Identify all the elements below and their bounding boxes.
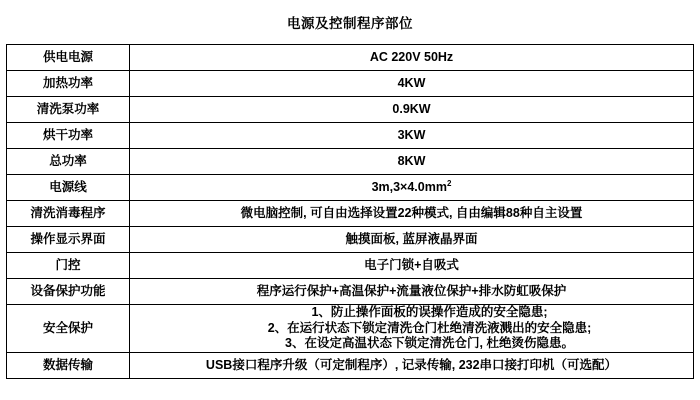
row-label: 清洗泵功率: [7, 97, 130, 123]
row-label: 供电电源: [7, 45, 130, 71]
row-label: 门控: [7, 253, 130, 279]
row-label: 烘干功率: [7, 123, 130, 149]
table-row: [7, 352, 694, 378]
table-row: [7, 305, 694, 353]
table-row: [7, 227, 694, 253]
specifications-table: [6, 44, 694, 379]
row-value: USB接口程序升级（可定制程序）, 记录传输, 232串口接打印机（可选配）: [130, 352, 694, 378]
row-label: 清洗消毒程序: [7, 201, 130, 227]
safety-line: 2、在运行状态下锁定清洗仓门杜绝清洗液溅出的安全隐患;: [267, 320, 592, 335]
row-label: 数据传输: [7, 352, 130, 378]
table-row: [7, 201, 694, 227]
row-label: 总功率: [7, 149, 130, 175]
table-row: [7, 149, 694, 175]
row-label: 电源线: [7, 175, 130, 201]
row-value: [130, 175, 694, 201]
row-value-superscript: 2: [446, 179, 452, 189]
table-row: [7, 71, 694, 97]
row-value: 0.9KW: [130, 97, 694, 123]
row-label: 操作显示界面: [7, 227, 130, 253]
row-label: 加热功率: [7, 71, 130, 97]
safety-line: 3、在设定高温状态下锁定清洗仓门, 杜绝烫伤隐患。: [285, 336, 574, 351]
table-row: [7, 253, 694, 279]
table-row: [7, 175, 694, 201]
table-row: [7, 97, 694, 123]
row-value: AC 220V 50Hz: [130, 45, 694, 71]
table-row: [7, 45, 694, 71]
row-value: 触摸面板, 蓝屏液晶界面: [130, 227, 694, 253]
row-label: 安全保护: [7, 305, 130, 353]
safety-line: 1、防止操作面板的误操作造成的安全隐患;: [311, 305, 548, 319]
row-value: 3KW: [130, 123, 694, 149]
row-value-text: 3m,3×4.0mm: [371, 180, 447, 195]
page-title: 电源及控制程序部位: [287, 16, 413, 31]
row-value: 4KW: [130, 71, 694, 97]
table-row: [7, 123, 694, 149]
table-row: [7, 279, 694, 305]
row-value: 8KW: [130, 149, 694, 175]
row-value: 电子门锁+自吸式: [130, 253, 694, 279]
row-value: 程序运行保护+高温保护+流量液位保护+排水防虹吸保护: [130, 279, 694, 305]
row-value-multiline: [130, 305, 694, 353]
row-value: 微电脑控制, 可自由选择设置22种模式, 自由编辑88种自主设置: [130, 201, 694, 227]
row-label: 设备保护功能: [7, 279, 130, 305]
